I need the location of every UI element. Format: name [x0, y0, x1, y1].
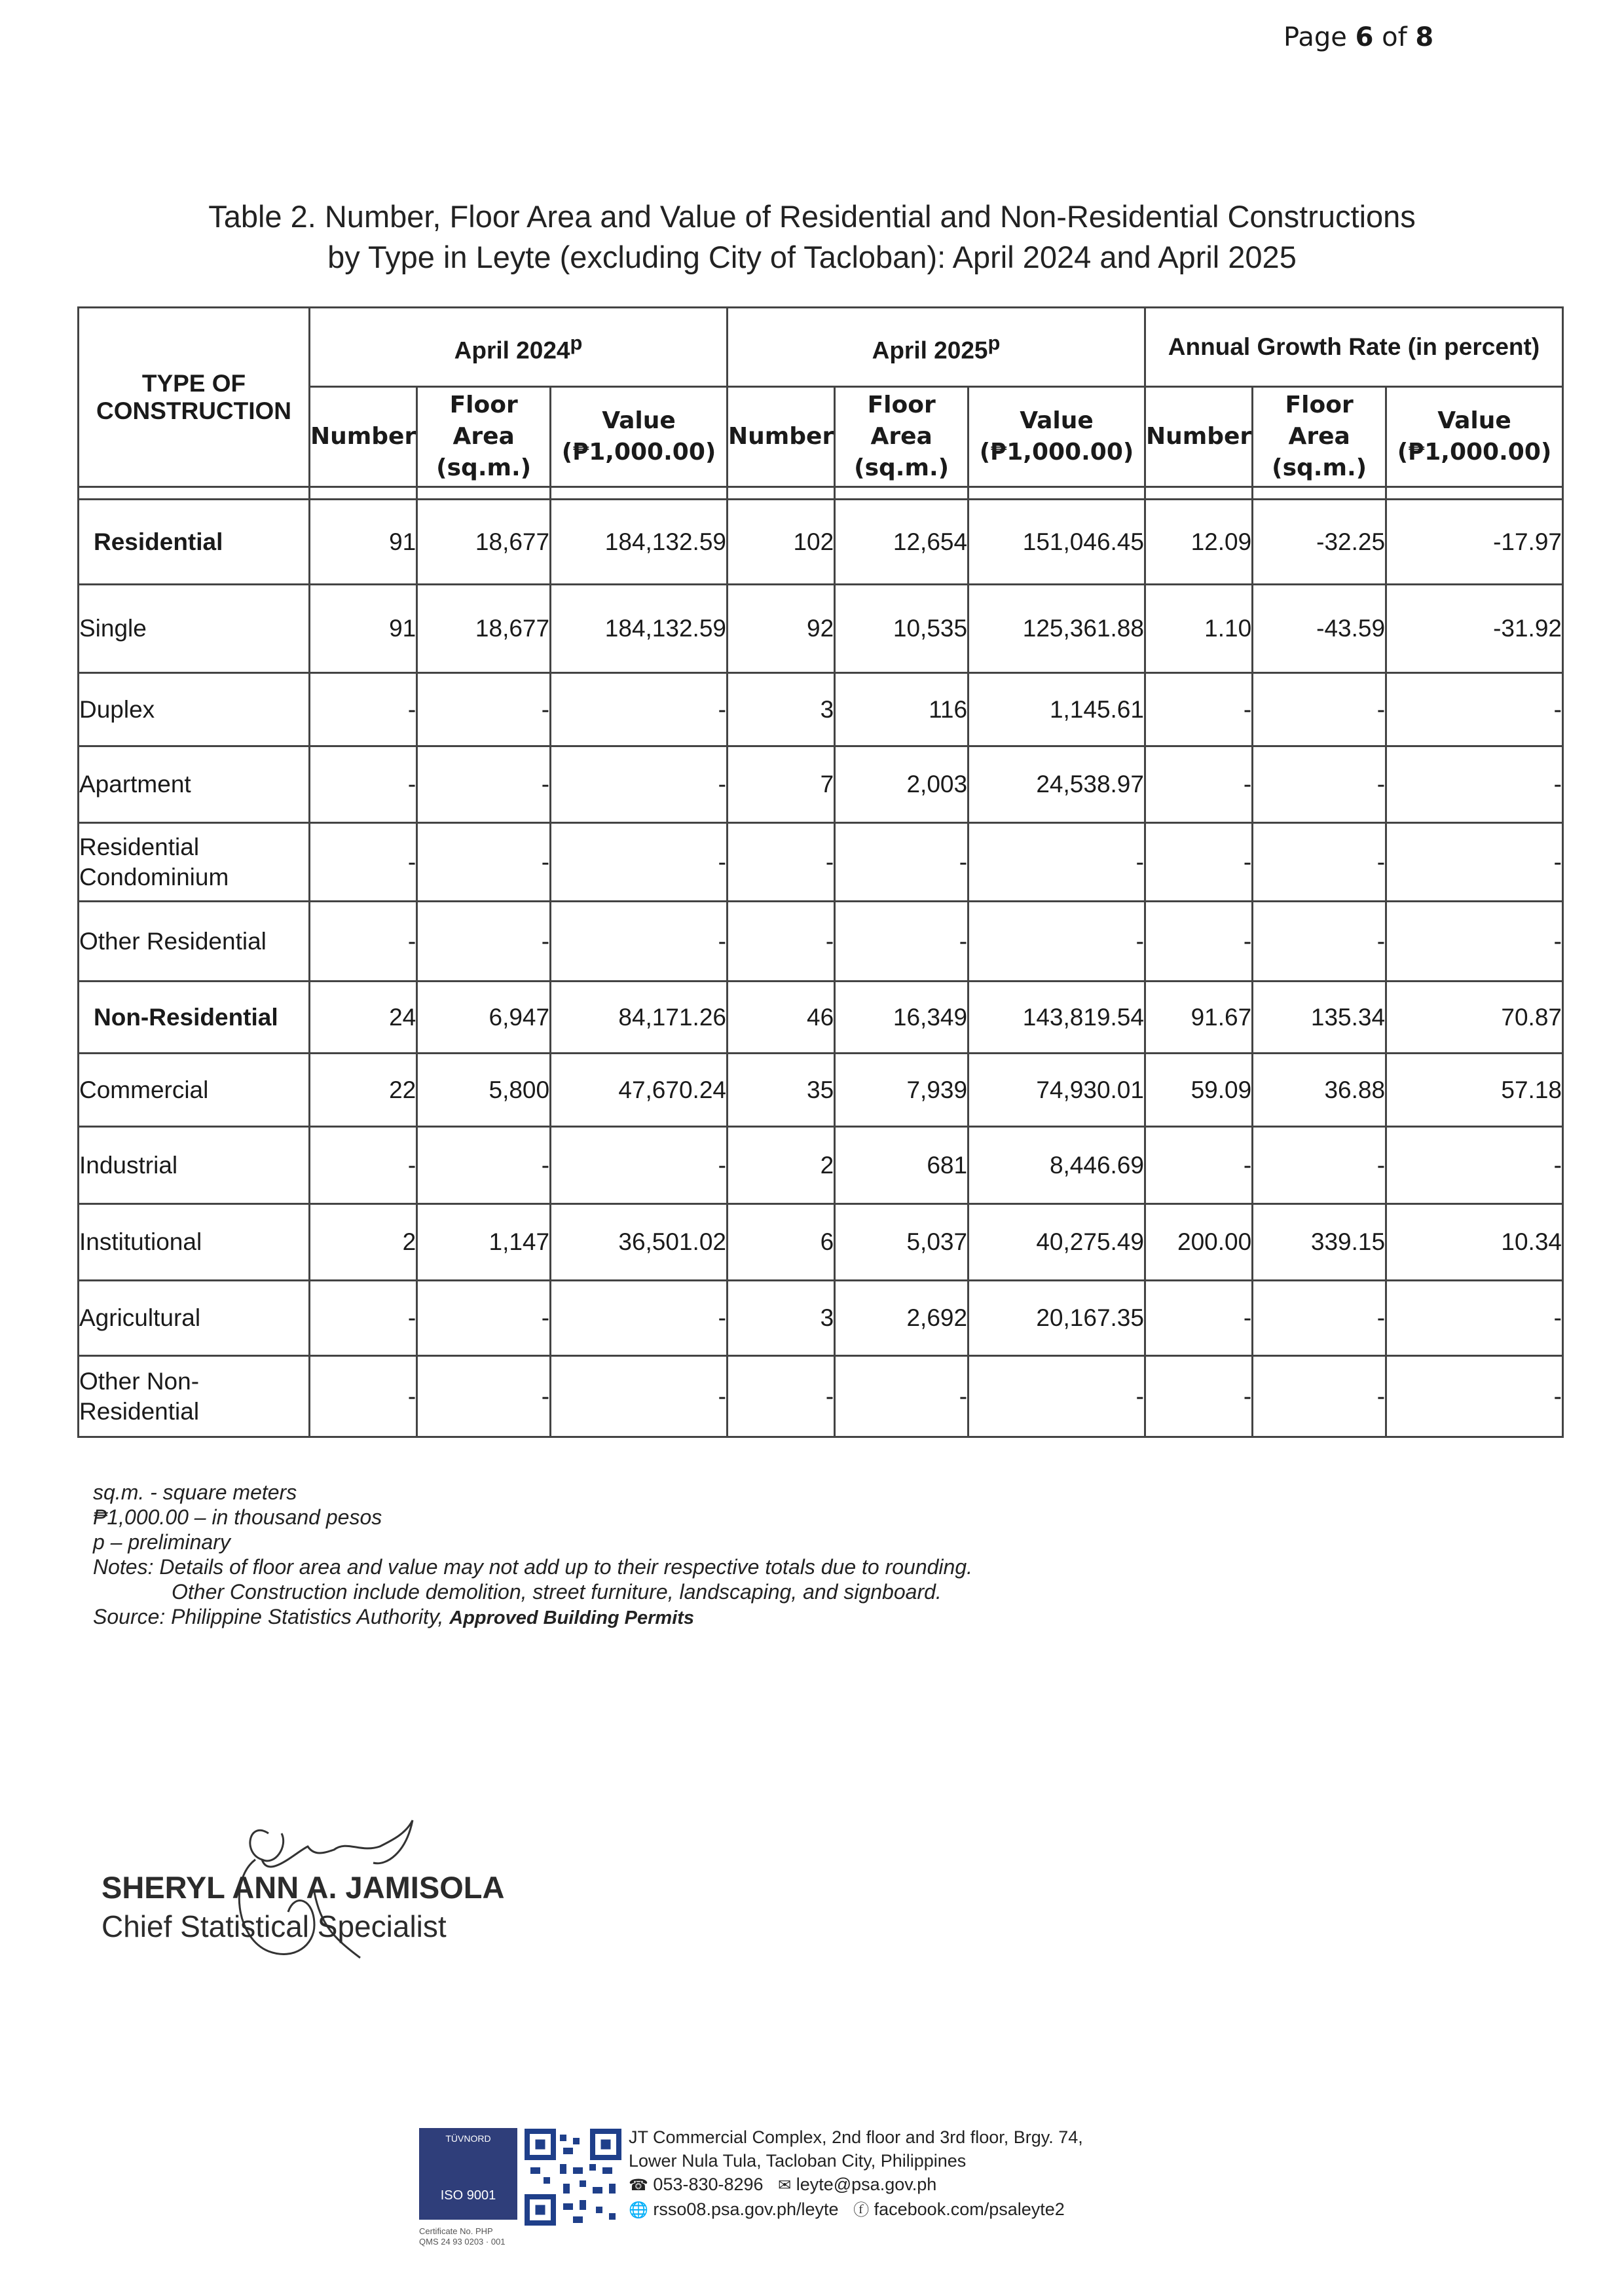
spacer-cell [79, 487, 310, 500]
table-row [79, 500, 1563, 585]
table-title-line-2: by Type in Leyte (excluding City of Tacloban): April 2024 and April 2025 [327, 240, 1297, 274]
table-cell: -17.97 [1386, 500, 1563, 585]
email-icon: ✉ [778, 2176, 792, 2194]
note-peso: ₱1,000.00 – in thousand pesos [93, 1505, 382, 1529]
row-label: Residential [79, 500, 310, 585]
address-line-1: JT Commercial Complex, 2nd floor and 3rd floor, Brgy. 74, [629, 2127, 1083, 2147]
row-label: Residential Condominium [79, 823, 310, 902]
table-cell: 135.34 [1253, 982, 1386, 1054]
facebook-icon: ⓕ [853, 2201, 870, 2219]
table-cell: 91 [310, 585, 417, 673]
table-cell: - [310, 823, 417, 902]
table-cell: 10,535 [835, 585, 969, 673]
table-cell: 1,147 [417, 1204, 551, 1281]
table-cell: - [417, 823, 551, 902]
table-cell: - [551, 1281, 728, 1356]
table-cell: - [417, 902, 551, 982]
phone-text: 053-830-8296 [653, 2175, 764, 2194]
note-other-construction: Other Construction include demolition, street furniture, landscaping, and signboard. [172, 1580, 942, 1604]
spacer-cell [417, 487, 551, 500]
row-label: Single [79, 585, 310, 673]
spacer-cell [1253, 487, 1386, 500]
table-cell: - [551, 1356, 728, 1437]
table-cell: - [1145, 823, 1252, 902]
table-cell: - [1253, 1127, 1386, 1204]
table-cell: - [1145, 1281, 1252, 1356]
phone-email-line [629, 2173, 1083, 2197]
table-cell: 57.18 [1386, 1054, 1563, 1127]
row-label: Other Non-Residential [79, 1356, 310, 1437]
table-cell: 184,132.59 [551, 585, 728, 673]
table-cell: - [1386, 823, 1563, 902]
table-cell: 12.09 [1145, 500, 1252, 585]
table-cell: 2,692 [835, 1281, 969, 1356]
table-cell: - [551, 746, 728, 823]
table-cell: 74,930.01 [969, 1054, 1145, 1127]
table-cell: - [1145, 746, 1252, 823]
table-cell: - [1386, 746, 1563, 823]
table-cell: - [835, 823, 969, 902]
construction-table [77, 306, 1564, 1438]
spacer-cell [1386, 487, 1563, 500]
table-cell: - [1253, 1281, 1386, 1356]
table-cell: - [1386, 902, 1563, 982]
table-cell: -43.59 [1253, 585, 1386, 673]
subheader-value-2024: Value (₱1,000.00) [551, 387, 728, 487]
table-cell: 2,003 [835, 746, 969, 823]
spacer-cell [310, 487, 417, 500]
note-preliminary: p – preliminary [93, 1530, 231, 1554]
table-row [79, 1356, 1563, 1437]
table-cell: - [727, 823, 834, 902]
table-cell: - [417, 1281, 551, 1356]
qr-code-icon [524, 2128, 622, 2226]
table-cell: 7 [727, 746, 834, 823]
table-row [79, 823, 1563, 902]
signatory-name: SHERYL ANN A. JAMISOLA [101, 1870, 505, 1905]
table-cell: - [969, 902, 1145, 982]
table-cell: 7,939 [835, 1054, 969, 1127]
table-cell: 6,947 [417, 982, 551, 1054]
table-cell: - [417, 673, 551, 746]
table-cell: 102 [727, 500, 834, 585]
email-text: leyte@psa.gov.ph [796, 2175, 937, 2194]
table-cell: - [1253, 673, 1386, 746]
group-header-april-2025: April 2025$^p$ [727, 308, 1145, 387]
table-cell: - [417, 746, 551, 823]
subheader-floor-area-2024: Floor Area (sq.m.) [417, 387, 551, 487]
table-cell: 84,171.26 [551, 982, 728, 1054]
certificate-number: Certificate No. PHP QMS 24 93 0203 · 001 [419, 2226, 506, 2247]
table-cell: 92 [727, 585, 834, 673]
table-cell: 12,654 [835, 500, 969, 585]
table-row [79, 673, 1563, 746]
row-label: Institutional [79, 1204, 310, 1281]
table-cell: - [1386, 673, 1563, 746]
facebook-text: facebook.com/psaleyte2 [874, 2199, 1065, 2219]
type-of-construction-header: TYPE OF CONSTRUCTION [79, 308, 310, 487]
page-number: Page 6 of 8 [1283, 22, 1434, 52]
table-cell: 2 [727, 1127, 834, 1204]
table-row [79, 902, 1563, 982]
table-row [79, 1127, 1563, 1204]
group-header-april-2024: April 2024$^p$ [310, 308, 728, 387]
table-cell: 36,501.02 [551, 1204, 728, 1281]
badge-top-text: TÜVNORD [445, 2133, 491, 2144]
table-cell: 91.67 [1145, 982, 1252, 1054]
table-cell: - [1253, 823, 1386, 902]
table-row [79, 746, 1563, 823]
web-text: rsso08.psa.gov.ph/leyte [653, 2199, 839, 2219]
table-cell: - [1253, 746, 1386, 823]
signatory-title: Chief Statistical Specialist [101, 1909, 447, 1943]
table-cell: 47,670.24 [551, 1054, 728, 1127]
iso-label: ISO 9001 [440, 2188, 496, 2203]
table-cell: 1.10 [1145, 585, 1252, 673]
table-cell: 22 [310, 1054, 417, 1127]
subheader-value-2025: Value (₱1,000.00) [969, 387, 1145, 487]
row-label: Industrial [79, 1127, 310, 1204]
table-cell: - [1145, 673, 1252, 746]
table-cell: - [1145, 1127, 1252, 1204]
table-cell: -32.25 [1253, 500, 1386, 585]
table-cell: - [551, 1127, 728, 1204]
table-cell: - [551, 673, 728, 746]
table-cell: - [1386, 1281, 1563, 1356]
row-label: Duplex [79, 673, 310, 746]
note-sqm: sq.m. - square meters [93, 1480, 297, 1504]
table-row [79, 1281, 1563, 1356]
table-cell: - [1145, 1356, 1252, 1437]
row-label: Commercial [79, 1054, 310, 1127]
table-cell: - [1386, 1127, 1563, 1204]
contact-info [629, 2125, 1083, 2222]
table-cell: - [969, 823, 1145, 902]
table-cell: 70.87 [1386, 982, 1563, 1054]
table-cell: 36.88 [1253, 1054, 1386, 1127]
spacer-cell [969, 487, 1145, 500]
table-cell: 35 [727, 1054, 834, 1127]
table-cell: - [835, 902, 969, 982]
table-cell: - [551, 902, 728, 982]
table-cell: - [310, 673, 417, 746]
subheader-number-2024: Number [310, 387, 417, 487]
table-cell: - [310, 746, 417, 823]
table-cell: - [1386, 1356, 1563, 1437]
table-cell: 184,132.59 [551, 500, 728, 585]
row-label: Apartment [79, 746, 310, 823]
subheader-number-2025: Number [727, 387, 834, 487]
table-cell: - [417, 1127, 551, 1204]
table-cell: 91 [310, 500, 417, 585]
table-cell: 681 [835, 1127, 969, 1204]
table-cell: 24,538.97 [969, 746, 1145, 823]
web-icon: 🌐 [629, 2201, 648, 2219]
table-cell: 3 [727, 1281, 834, 1356]
spacer-cell [727, 487, 834, 500]
table-cell: 20,167.35 [969, 1281, 1145, 1356]
spacer-cell [835, 487, 969, 500]
table-cell: - [1253, 902, 1386, 982]
table-cell: - [969, 1356, 1145, 1437]
table-cell: - [727, 1356, 834, 1437]
table-title [131, 196, 1493, 278]
table-cell: 125,361.88 [969, 585, 1145, 673]
table-cell: 143,819.54 [969, 982, 1145, 1054]
table-row [79, 1204, 1563, 1281]
iso-certification-badge [419, 2128, 517, 2220]
web-fb-line [629, 2197, 1083, 2222]
table-cell: 16,349 [835, 982, 969, 1054]
subheader-number-growth: Number [1145, 387, 1252, 487]
address-line-2: Lower Nula Tula, Tacloban City, Philippines [629, 2151, 967, 2171]
table-cell: 151,046.45 [969, 500, 1145, 585]
footer [419, 2115, 1205, 2272]
spacer-cell [551, 487, 728, 500]
table-cell: - [310, 1281, 417, 1356]
table-cell: 5,800 [417, 1054, 551, 1127]
table-cell: 10.34 [1386, 1204, 1563, 1281]
table-cell: 1,145.61 [969, 673, 1145, 746]
table-cell: 24 [310, 982, 417, 1054]
table-row [79, 1054, 1563, 1127]
table-cell: 8,446.69 [969, 1127, 1145, 1204]
spacer-cell [1145, 487, 1252, 500]
table-row [79, 585, 1563, 673]
note-source: Source: Philippine Statistics Authority, Approved Building Permits [93, 1605, 695, 1628]
table-cell: 18,677 [417, 585, 551, 673]
table-cell: - [1145, 902, 1252, 982]
subheader-floor-area-growth: Floor Area (sq.m.) [1253, 387, 1386, 487]
phone-icon: ☎ [629, 2176, 648, 2194]
table-cell: 46 [727, 982, 834, 1054]
table-cell: 200.00 [1145, 1204, 1252, 1281]
table-cell: - [835, 1356, 969, 1437]
subheader-floor-area-2025: Floor Area (sq.m.) [835, 387, 969, 487]
table-cell: - [310, 1127, 417, 1204]
table-cell: - [417, 1356, 551, 1437]
table-cell: 116 [835, 673, 969, 746]
table-cell: 3 [727, 673, 834, 746]
table-cell: 40,275.49 [969, 1204, 1145, 1281]
table-cell: - [310, 1356, 417, 1437]
subheader-value-growth: Value (₱1,000.00) [1386, 387, 1563, 487]
table-cell: 59.09 [1145, 1054, 1252, 1127]
table-cell: 339.15 [1253, 1204, 1386, 1281]
group-header-growth-rate: Annual Growth Rate (in percent) [1145, 308, 1562, 387]
table-title-line-1: Table 2. Number, Floor Area and Value of Residential and Non-Residential Constructions [208, 199, 1416, 234]
row-label: Other Residential [79, 902, 310, 982]
note-rounding: Notes: Details of floor area and value may not add up to their respective totals due to rounding. [93, 1555, 973, 1579]
table-cell: - [727, 902, 834, 982]
table-cell: - [310, 902, 417, 982]
table-row [79, 982, 1563, 1054]
table-cell: -31.92 [1386, 585, 1563, 673]
row-label: Agricultural [79, 1281, 310, 1356]
table-cell: 5,037 [835, 1204, 969, 1281]
table-cell: - [1253, 1356, 1386, 1437]
table-notes [93, 1480, 972, 1630]
table-cell: 2 [310, 1204, 417, 1281]
table-cell: 6 [727, 1204, 834, 1281]
table-cell: 18,677 [417, 500, 551, 585]
row-label: Non-Residential [79, 982, 310, 1054]
table-cell: - [551, 823, 728, 902]
